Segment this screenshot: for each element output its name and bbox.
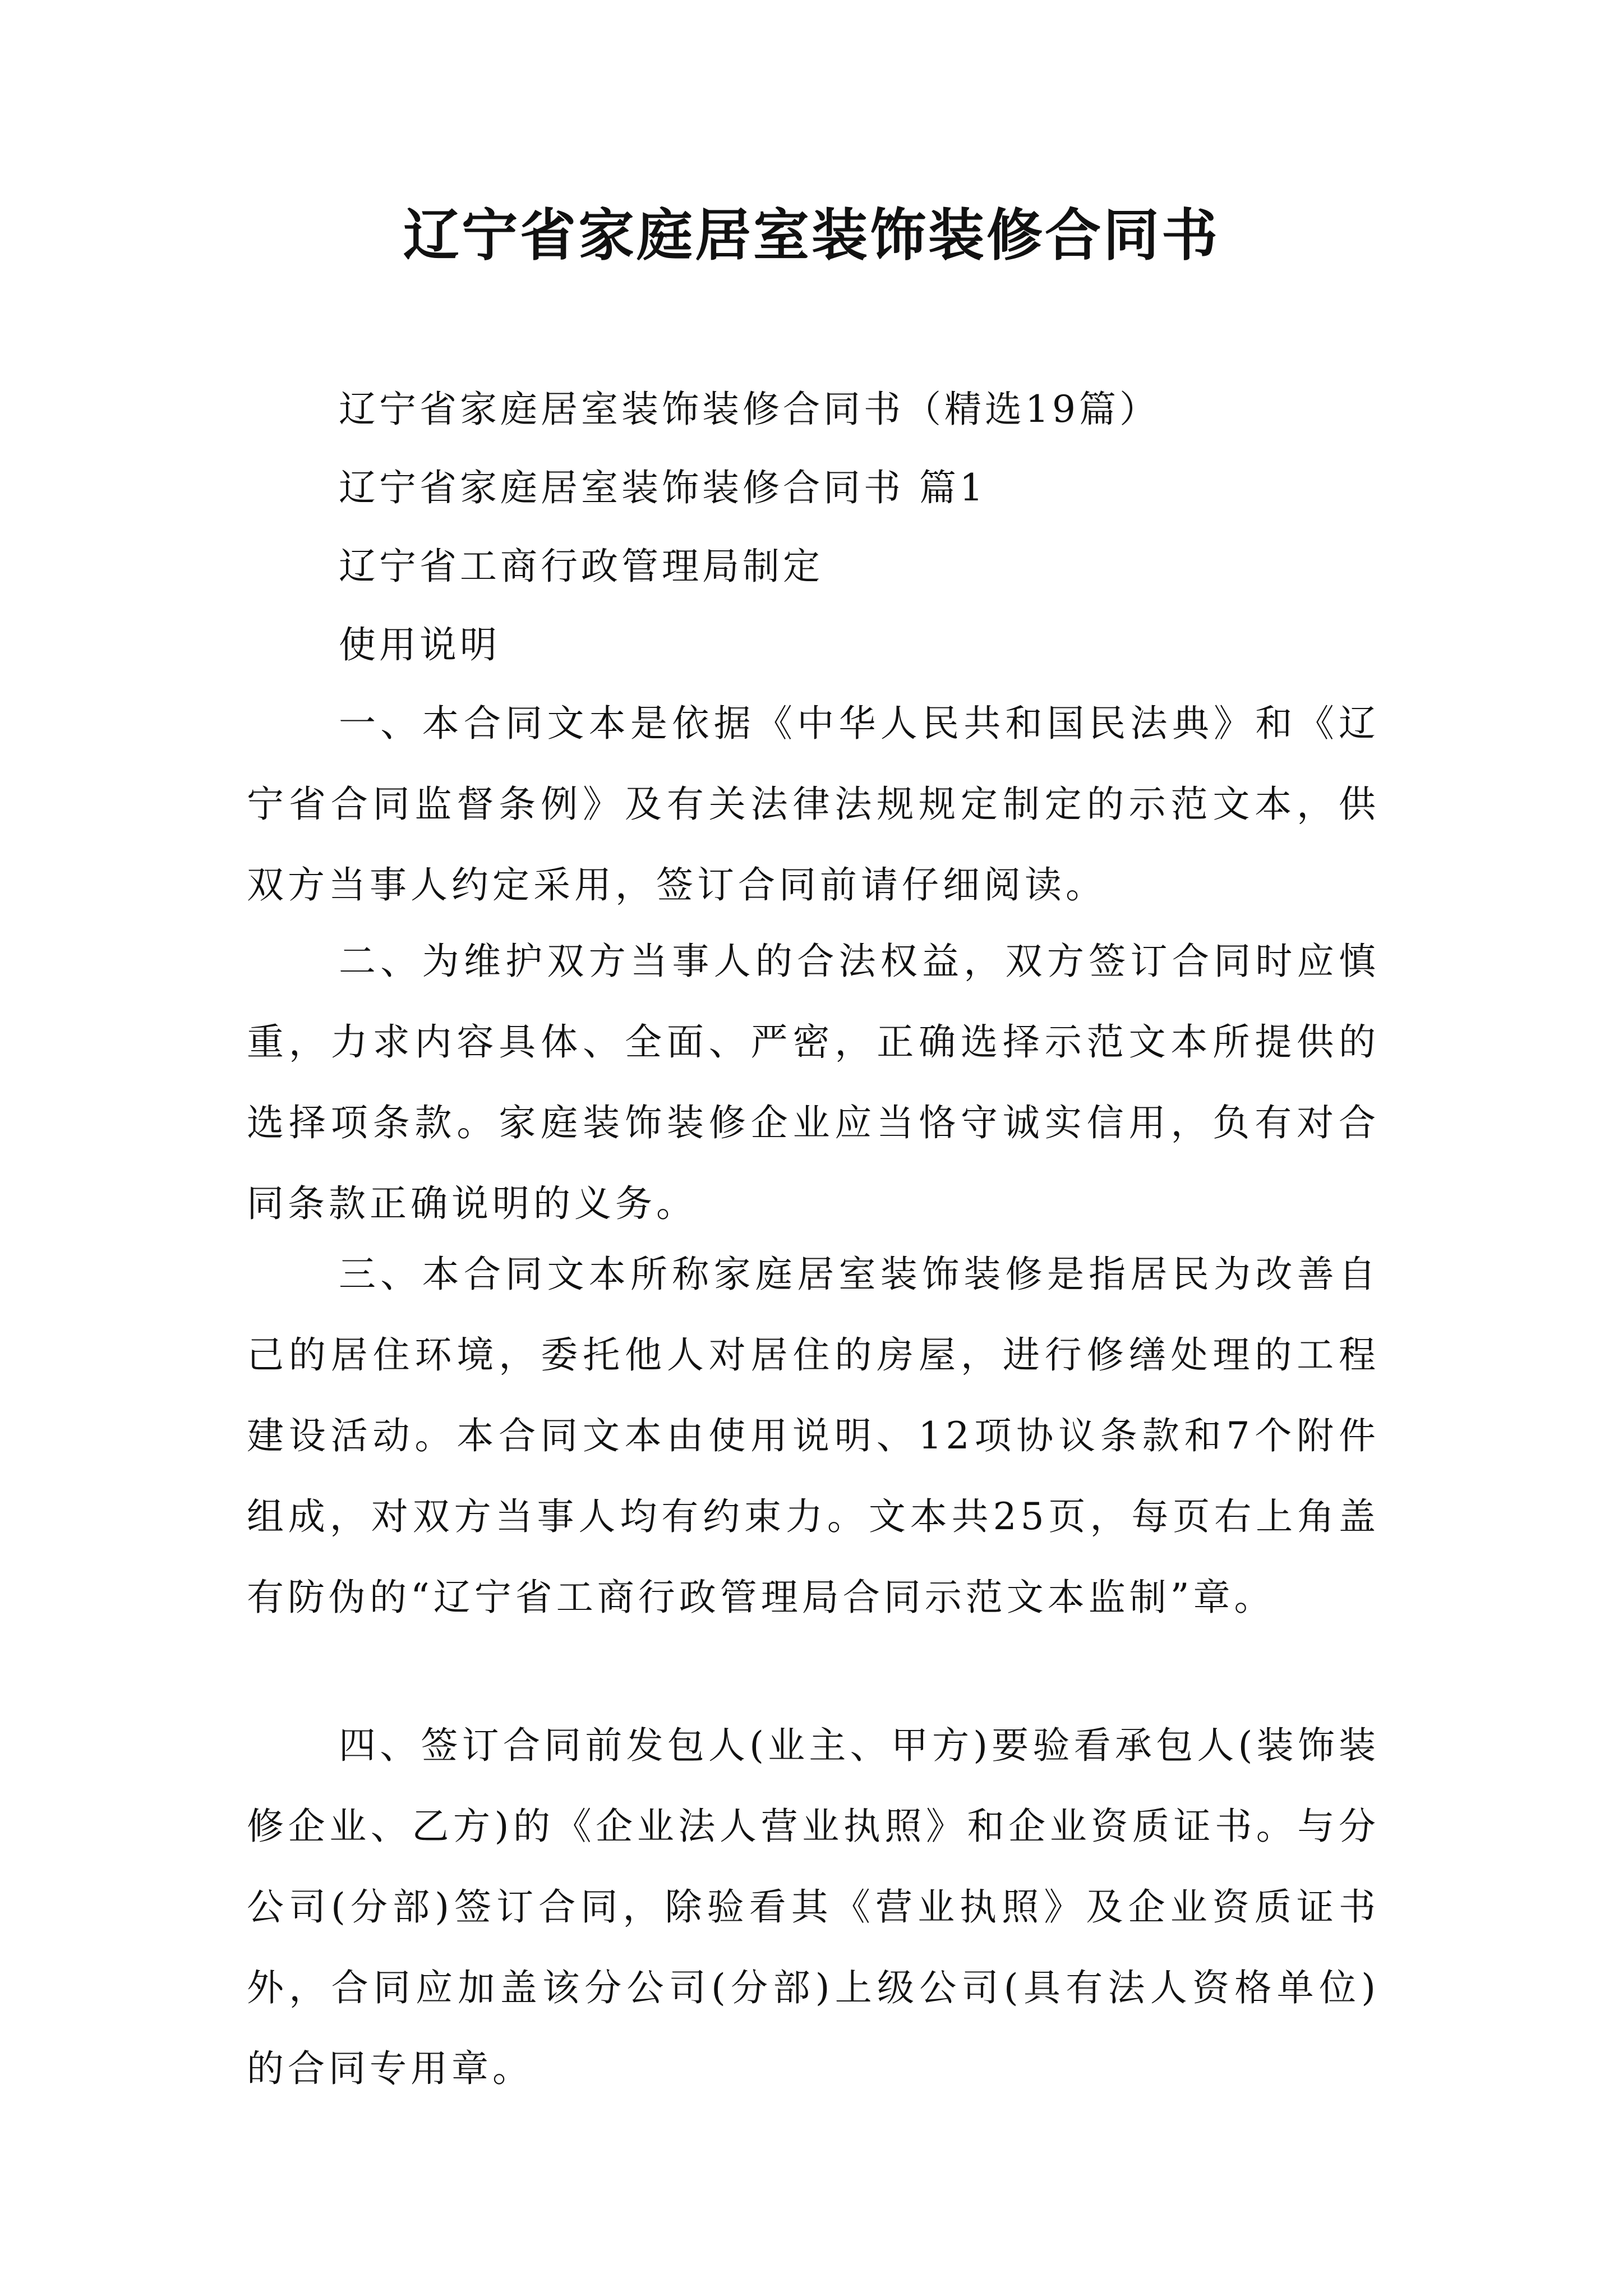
collection-subtitle: 辽宁省家庭居室装饰装修合同书（精选19篇） [339, 388, 1160, 431]
instruction-paragraph-4: 四、签订合同前发包人(业主、甲方)要验看承包人(装饰装修企业、乙方)的《企业法人营业执照》和企业资质证书。与分公司(分部)签订合同，除验看其《营业执照》及企业资质证书外，合同应加盖该分公司(分部)上级公司(具有法人资格单位)的合同专用章。 [247, 1724, 1380, 2090]
part-subtitle: 辽宁省家庭居室装饰装修合同书 篇1 [339, 466, 986, 509]
section-heading: 使用说明 [339, 623, 500, 666]
document-title: 辽宁省家庭居室装饰装修合同书 [403, 203, 1220, 268]
instruction-paragraph-1: 一、本合同文本是依据《中华人民共和国民法典》和《辽宁省合同监督条例》及有关法律法规规定制定的示范文本，供双方当事人约定采用，签订合同前请仔细阅读。 [247, 702, 1380, 907]
instruction-paragraph-2: 二、为维护双方当事人的合法权益，双方签订合同时应慎重，力求内容具体、全面、严密，正确选择示范文本所提供的选择项条款。家庭装饰装修企业应当恪守诚实信用，负有对合同条款正确说明的义务。 [247, 940, 1380, 1225]
issuer-line: 辽宁省工商行政管理局制定 [339, 545, 823, 588]
instruction-paragraph-3: 三、本合同文本所称家庭居室装饰装修是指居民为改善自己的居住环境，委托他人对居住的房屋，进行修缮处理的工程建设活动。本合同文本由使用说明、12项协议条款和7个附件组成，对双方当事人均有约束力。文本共25页，每页右上角盖有防伪的“辽宁省工商行政管理局合同示范文本监制”章。 [247, 1253, 1380, 1619]
